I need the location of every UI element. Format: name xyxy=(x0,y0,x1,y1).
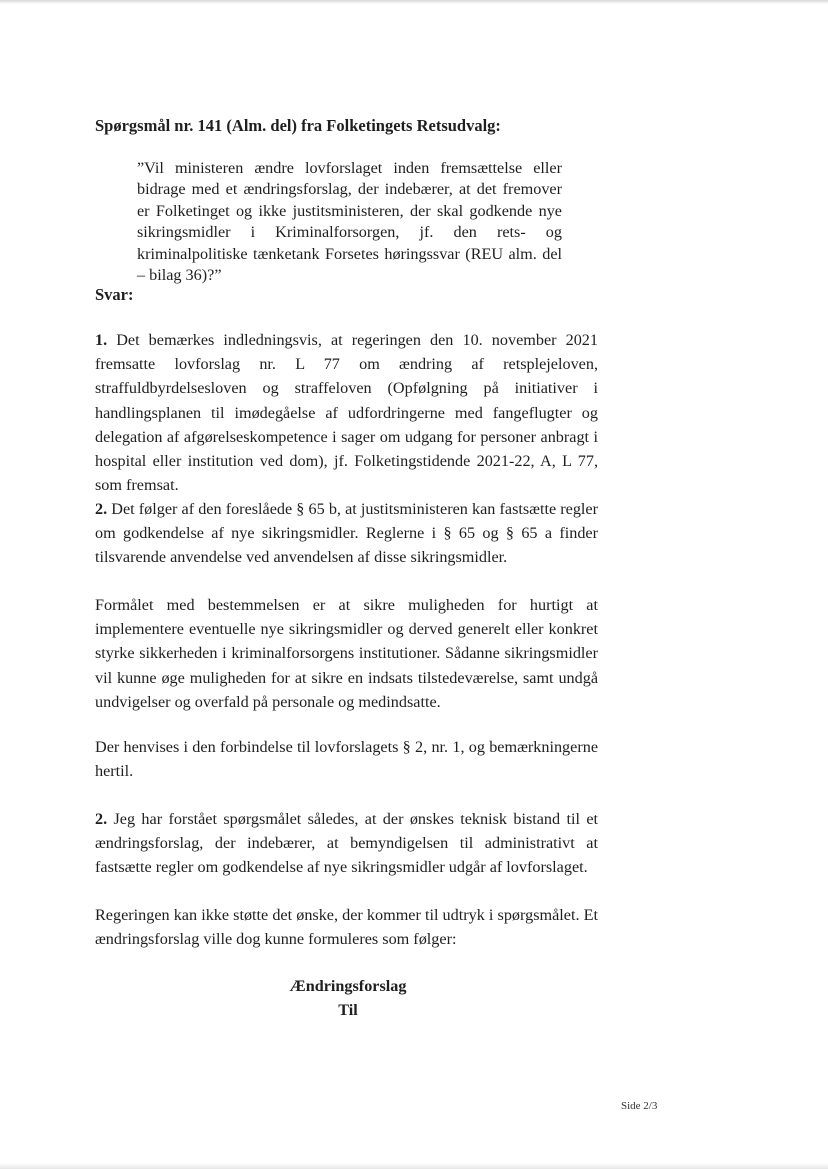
paragraph-text: Det bemærkes indledningsvis, at regeringen den 10. november 2021 fremsatte lovforslag nr. L 77 om ændring af retsplejeloven, straffuldbyrdelsesloven og straffeloven (Opfølgning på initiativer i handlingsplanen til imødegåelse af udfordringerne med fangeflugter og delegation af afgørelseskompetence i sager om udgang for personer anbragt i hospital eller institution ved dom), jf. Folketingstidende 2021-22, A, L 77, som fremsat. xyxy=(95,331,598,495)
answer-paragraph-4 xyxy=(95,735,598,783)
paragraph-text: Jeg har forstået spørgsmålet således, at der ønskes teknisk bistand til et ændringsforslag, der indebærer, at bemyndigelsen til administrativt at fastsætte regler om godkendelse af nye sikringsmidler udgår af lovforslaget. xyxy=(95,810,598,877)
answer-paragraph-3 xyxy=(95,593,598,714)
paragraph-number: 2. xyxy=(95,500,108,518)
answer-label: Svar: xyxy=(95,285,134,304)
scan-bottom-edge xyxy=(0,1163,828,1169)
paragraph-text: Der henvises i den forbindelse til lovforslagets § 2, nr. 1, og bemærkningerne hertil. xyxy=(95,738,598,781)
paragraph-number: 2. xyxy=(95,810,108,828)
question-quote: ”Vil ministeren ændre lovforslaget inden fremsættelse eller bidrage med et ændringsforslag, der indebærer, at det fremover er Folketinget og ikke justitsministeren, der skal godkende nye sikringsmidler i Kriminalforsorgen, jf. den rets- og kriminalpolitiske tænketank Forsetes høringssvar (REU alm. del – bilag 36)?” xyxy=(137,159,562,285)
paragraph-text: Regeringen kan ikke støtte det ønske, der kommer til udtryk i spørgsmålet. Et ændringsforslag ville dog kunne formuleres som følger: xyxy=(95,906,598,949)
answer-paragraph-5 xyxy=(95,807,598,880)
page-number: Side 2/3 xyxy=(621,1100,658,1112)
paragraph-text: Formålet med bestemmelsen er at sikre muligheden for hurtigt at implementere eventuelle nye sikringsmidler og derved generelt eller konkret styrke sikkerheden i kriminalforsorgens institutioner. Sådanne sikringsmidler vil kunne øge muligheden for at sikre en indsats tilstedeværelse, samt undgå undvigelser og overfald på personale og medindsatte. xyxy=(95,596,598,711)
paragraph-number: 1. xyxy=(95,331,108,349)
answer-paragraph-2 xyxy=(95,497,598,570)
scan-top-edge xyxy=(0,0,828,4)
amendment-title: Ændringsforslag xyxy=(289,977,407,995)
answer-paragraph-1 xyxy=(95,328,598,497)
paragraph-text: Det følger af den foreslåede § 65 b, at justitsministeren kan fastsætte regler om godkendelse af nye sikringsmidler. Reglerne i § 65 og § 65 a finder tilsvarende anvendelse ved anvendelsen af disse sikringsmidler. xyxy=(95,500,598,567)
amendment-subtitle: Til xyxy=(338,1001,358,1019)
answer-paragraph-6 xyxy=(95,903,598,951)
question-heading: Spørgsmål nr. 141 (Alm. del) fra Folketingets Retsudvalg: xyxy=(95,116,501,135)
